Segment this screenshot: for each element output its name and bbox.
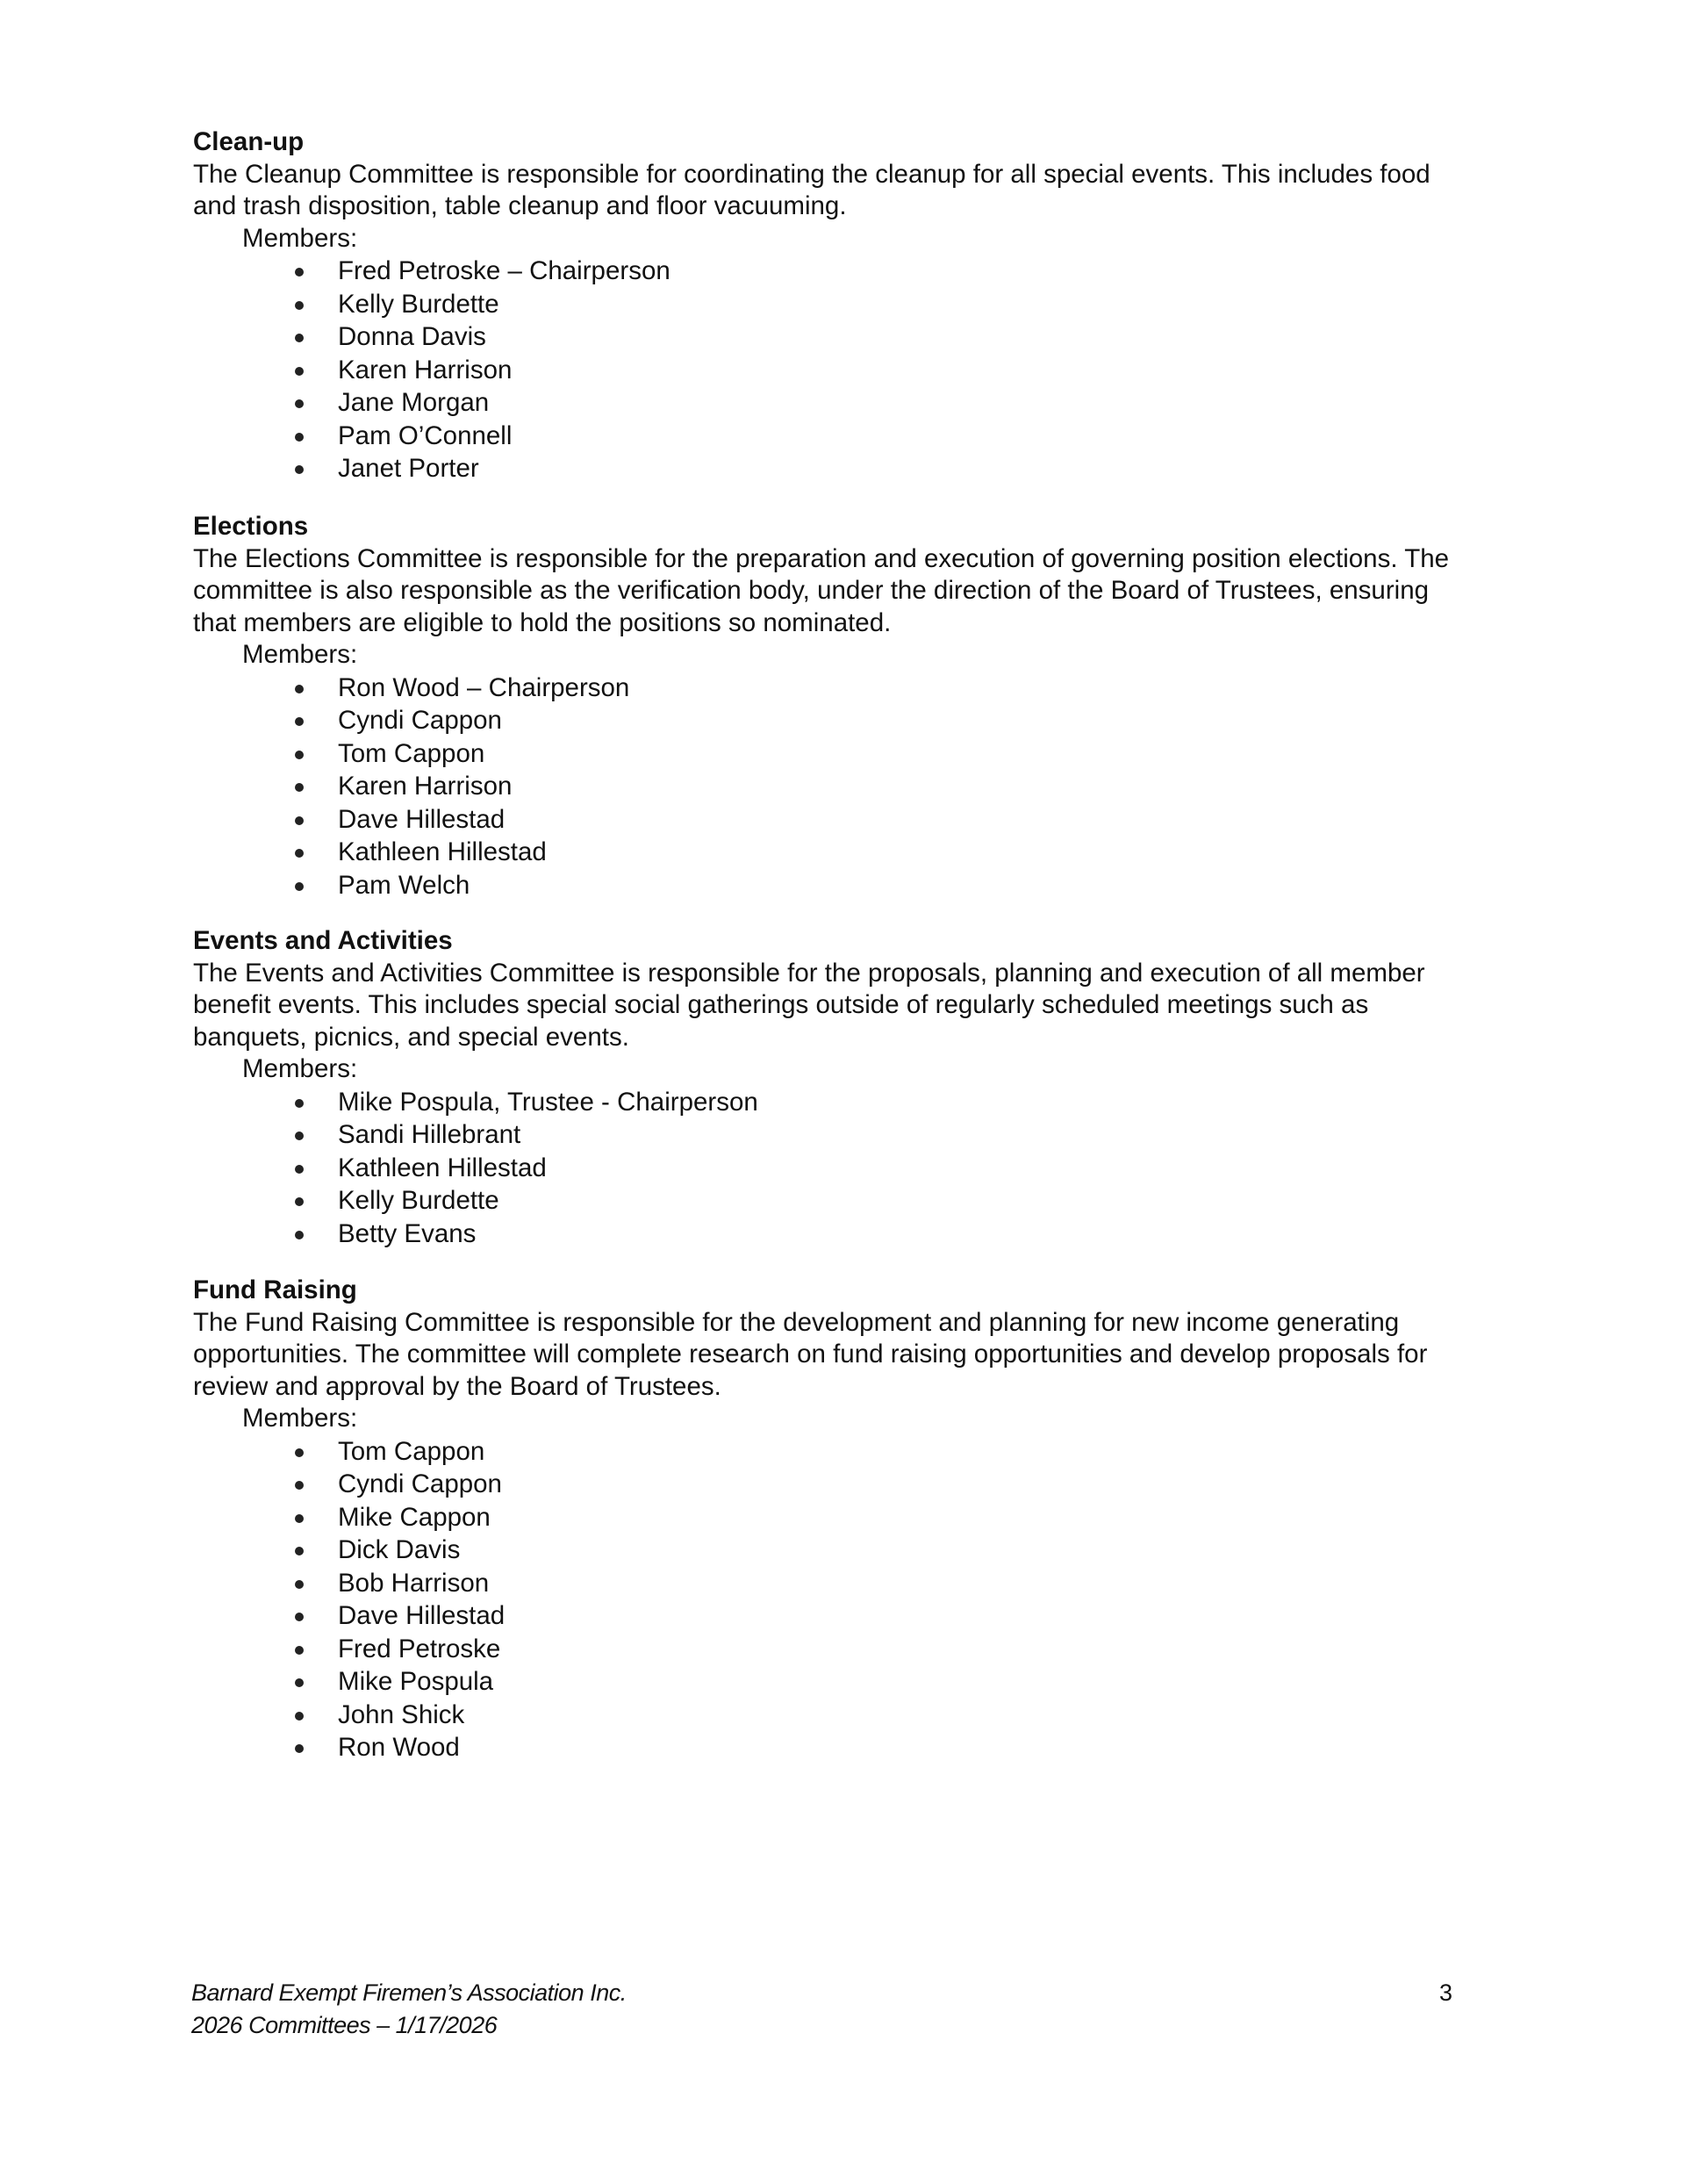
member-item (295, 255, 1457, 288)
bullet-icon (295, 334, 304, 342)
member-item (295, 672, 1457, 705)
member-item (295, 803, 1457, 837)
member-name: Cyndi Cappon (338, 1469, 502, 1498)
member-item (295, 1086, 1457, 1119)
member-name: Dave Hillestad (338, 1601, 506, 1630)
bullet-icon (295, 1448, 304, 1457)
bullet-icon (295, 301, 304, 310)
member-item (295, 1633, 1457, 1666)
member-name: Mike Cappon (338, 1502, 491, 1532)
bullet-icon (295, 367, 304, 376)
bullet-icon (295, 1678, 304, 1687)
member-name: John Shick (338, 1699, 465, 1729)
member-item (295, 452, 1457, 485)
member-item (295, 1152, 1457, 1185)
member-name: Karen Harrison (338, 355, 513, 384)
bullet-icon (295, 433, 304, 442)
member-name: Janet Porter (338, 454, 479, 483)
bullet-icon (295, 1613, 304, 1621)
committee-section-elections (193, 511, 1457, 902)
member-name: Cyndi Cappon (338, 706, 502, 735)
member-item (295, 1534, 1457, 1567)
page-number: 3 (1439, 1979, 1453, 2006)
bullet-icon (295, 1197, 304, 1206)
bullet-icon (295, 751, 304, 759)
member-item (295, 869, 1457, 902)
bullet-icon (295, 1165, 304, 1174)
bullet-icon (295, 1514, 304, 1523)
committee-description: The Elections Committee is responsible for the preparation and execution of governing position elections. The committee is also responsible as the verification body, under the direction of the Board of Trustees, ensuring that members are eligible to hold the positions so nominated. (193, 543, 1450, 637)
committee-section-fund-raising (193, 1275, 1457, 1764)
member-item (295, 1731, 1457, 1764)
member-item (295, 1218, 1457, 1251)
bullet-icon (295, 268, 304, 277)
member-name: Jane Morgan (338, 388, 490, 417)
member-name: Dave Hillestad (338, 804, 506, 834)
members-list (193, 1435, 1457, 1764)
member-name: Fred Petroske – Chairperson (338, 256, 670, 285)
bullet-icon (295, 1132, 304, 1140)
member-item (295, 1567, 1457, 1600)
committee-heading: Elections (193, 512, 309, 541)
member-item (295, 1468, 1457, 1501)
footer-subtitle: 2026 Committees – 1/17/2026 (191, 2012, 498, 2038)
bullet-icon (295, 1099, 304, 1108)
bullet-icon (295, 1231, 304, 1239)
members-list (193, 1086, 1457, 1251)
members-list (193, 255, 1457, 485)
member-item (295, 288, 1457, 321)
member-name: Kelly Burdette (338, 1186, 499, 1215)
member-item (295, 386, 1457, 420)
bullet-icon (295, 1712, 304, 1721)
member-name: Kathleen Hillestad (338, 1153, 547, 1182)
footer-organization: Barnard Exempt Firemen’s Association Inc. (191, 1979, 627, 2006)
member-item (295, 1435, 1457, 1469)
bullet-icon (295, 783, 304, 792)
member-item (295, 1118, 1457, 1152)
member-name: Pam O’Connell (338, 420, 513, 450)
member-item (295, 354, 1457, 387)
bullet-icon (295, 816, 304, 825)
member-name: Kathleen Hillestad (338, 837, 547, 866)
member-name: Betty Evans (338, 1218, 477, 1248)
bullet-icon (295, 717, 304, 726)
member-item (295, 770, 1457, 803)
bullet-icon (295, 849, 304, 858)
bullet-icon (295, 882, 304, 891)
committee-heading: Events and Activities (193, 926, 453, 955)
bullet-icon (295, 1744, 304, 1753)
member-name: Pam Welch (338, 870, 470, 900)
bullet-icon (295, 465, 304, 474)
committee-description: The Fund Raising Committee is responsible for the development and planning for new income generating opportunities. The committee will complete research on fund raising opportunities and develop proposals for review and approval by the Board of Trustees. (193, 1307, 1428, 1401)
member-name: Ron Wood (338, 1733, 460, 1762)
committee-description: The Events and Activities Committee is responsible for the proposals, planning and execution of all member benefit events. This includes special social gatherings outside of regularly scheduled meetings such as banquets, picnics, and special events. (193, 958, 1425, 1052)
member-item (295, 704, 1457, 737)
committee-description: The Cleanup Committee is responsible for coordinating the cleanup for all special events. This includes food and trash disposition, table cleanup and floor vacuuming. (193, 159, 1430, 220)
committee-section-clean-up (193, 126, 1457, 485)
member-item (295, 420, 1457, 453)
members-label: Members: (242, 1054, 358, 1083)
member-item (295, 737, 1457, 771)
members-list (193, 672, 1457, 902)
member-item (295, 1699, 1457, 1732)
member-name: Ron Wood – Chairperson (338, 672, 630, 702)
committee-heading: Fund Raising (193, 1275, 357, 1304)
member-item (295, 1665, 1457, 1699)
members-label: Members: (242, 223, 358, 253)
member-item (295, 320, 1457, 354)
bullet-icon (295, 685, 304, 693)
member-name: Donna Davis (338, 322, 486, 351)
member-item (295, 1599, 1457, 1633)
member-item (295, 1184, 1457, 1218)
member-name: Sandi Hillebrant (338, 1120, 521, 1149)
page-footer (191, 1977, 627, 2042)
bullet-icon (295, 1547, 304, 1555)
bullet-icon (295, 399, 304, 408)
member-name: Mike Pospula, Trustee - Chairperson (338, 1087, 758, 1117)
member-name: Tom Cappon (338, 1436, 485, 1466)
member-name: Bob Harrison (338, 1568, 490, 1598)
member-name: Fred Petroske (338, 1634, 501, 1663)
member-name: Dick Davis (338, 1535, 461, 1564)
member-name: Mike Pospula (338, 1667, 494, 1696)
member-name: Kelly Burdette (338, 289, 499, 319)
member-name: Karen Harrison (338, 772, 513, 801)
committee-section-events-and-activities (193, 925, 1457, 1250)
bullet-icon (295, 1646, 304, 1655)
member-item (295, 836, 1457, 869)
member-name: Tom Cappon (338, 738, 485, 768)
members-label: Members: (242, 640, 358, 669)
bullet-icon (295, 1481, 304, 1490)
member-item (295, 1501, 1457, 1534)
bullet-icon (295, 1580, 304, 1589)
members-label: Members: (242, 1404, 358, 1433)
committee-heading: Clean-up (193, 127, 305, 156)
